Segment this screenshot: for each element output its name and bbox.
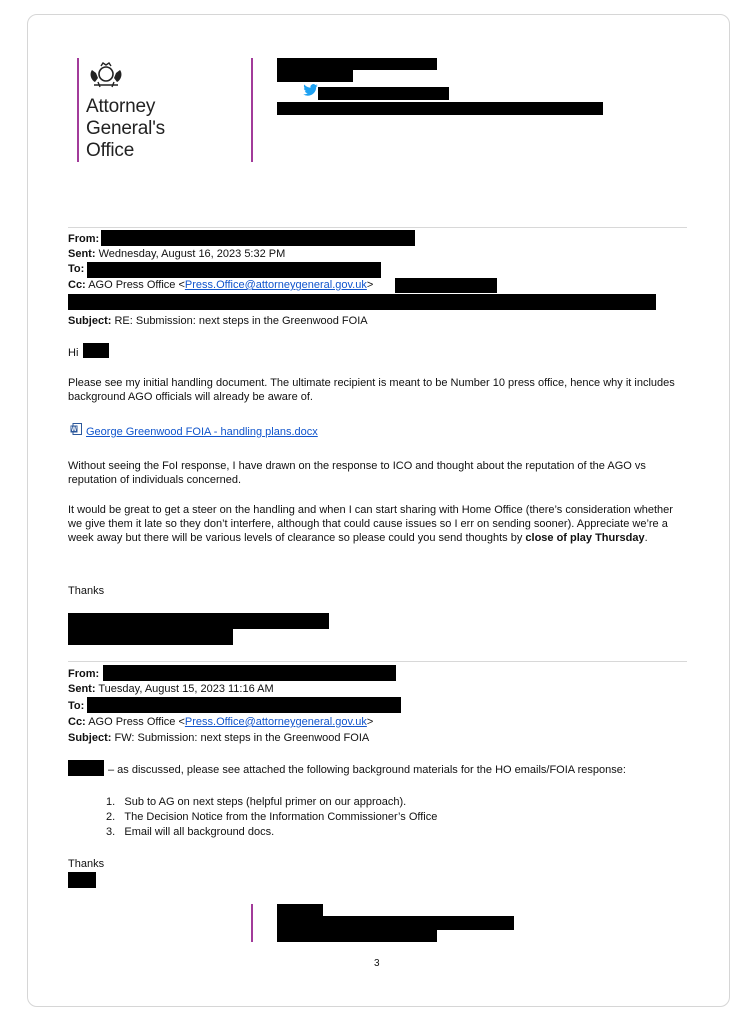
email1-paragraph-2: Without seeing the FoI response, I have drawn on the response to ICO and thought about the reputation of the AGO vs reputation of individuals concerned. — [68, 460, 646, 486]
list-item: 3. Email will all background docs. — [106, 826, 275, 838]
twitter-bird-icon[interactable] — [303, 84, 318, 96]
email2-from: From: — [68, 668, 100, 680]
email1-paragraph-1: Please see my initial handling document. The ultimate recipient is meant to be Number 10 press office, hence why it includes background AGO officials will already be aware of. — [68, 377, 675, 403]
redacted-block — [277, 930, 437, 942]
list-item: 2. The Decision Notice from the Information Commissioner’s Office — [106, 811, 438, 823]
email2-intro: – as discussed, please see attached the following background materials for the HO emails/FOIA response: — [108, 764, 626, 776]
footer-divider — [251, 904, 253, 942]
redacted-block — [68, 294, 656, 310]
redacted-block — [101, 230, 415, 246]
redacted-block — [87, 697, 401, 713]
svg-text:W: W — [71, 427, 77, 433]
email1-from: From: — [68, 233, 100, 245]
list-item: 1. Sub to AG on next steps (helpful primer on our approach). — [106, 796, 407, 808]
logo-line-1: Attorney — [86, 96, 156, 117]
redacted-block — [395, 278, 497, 293]
separator-line — [68, 227, 687, 228]
email2-cc: Cc: AGO Press Office <Press.Office@attorneygeneral.gov.uk> — [68, 716, 374, 728]
email2-to: To: — [68, 700, 85, 712]
redacted-block — [277, 916, 514, 930]
email1-paragraph-3: It would be great to get a steer on the handling and when I can start sharing with Home Office (there’s consideration whether we give them it late so they don’t interfere, although that could cause issues so I err on sending sooner). Appreciate we’re a week away but there will be various levels of clearance so please could you send thoughts by close of play Thursday. — [68, 504, 673, 544]
attachment-link[interactable]: George Greenwood FOIA - handling plans.docx — [86, 426, 318, 438]
redacted-block — [68, 613, 329, 629]
word-document-icon[interactable] — [70, 423, 82, 435]
email1-thanks: Thanks — [68, 585, 105, 597]
email1-greeting: Hi — [68, 347, 79, 359]
royal-crest-icon — [86, 60, 126, 90]
email2-subject: Subject: FW: Submission: next steps in the Greenwood FOIA — [68, 732, 370, 744]
redacted-block — [87, 262, 381, 278]
redacted-block — [277, 904, 323, 916]
email1-cc: Cc: AGO Press Office <Press.Office@attorneygeneral.gov.uk> — [68, 279, 374, 291]
logo-line-3: Office — [86, 140, 135, 161]
header-divider — [251, 58, 253, 162]
redacted-block — [277, 102, 603, 115]
page-number: 3 — [374, 958, 380, 969]
email2-sent: Sent: Tuesday, August 15, 2023 11:16 AM — [68, 683, 274, 695]
logo-divider-left — [77, 58, 79, 162]
redacted-block — [277, 70, 353, 82]
separator-line — [68, 661, 687, 662]
redacted-block — [277, 58, 437, 70]
redacted-block — [318, 87, 449, 100]
email1-sent: Sent: Wednesday, August 16, 2023 5:32 PM — [68, 248, 286, 260]
logo-line-2: General's — [86, 118, 165, 139]
redacted-block — [83, 343, 109, 358]
redacted-block — [68, 872, 96, 888]
redacted-block — [68, 629, 233, 645]
cc-email-link[interactable]: Press.Office@attorneygeneral.gov.uk — [184, 716, 367, 728]
email1-subject: Subject: RE: Submission: next steps in the Greenwood FOIA — [68, 315, 368, 327]
redacted-block — [68, 760, 104, 776]
redacted-block — [103, 665, 396, 681]
email2-thanks: Thanks — [68, 858, 105, 870]
cc-email-link[interactable]: Press.Office@attorneygeneral.gov.uk — [184, 279, 367, 291]
email1-to: To: — [68, 263, 85, 275]
